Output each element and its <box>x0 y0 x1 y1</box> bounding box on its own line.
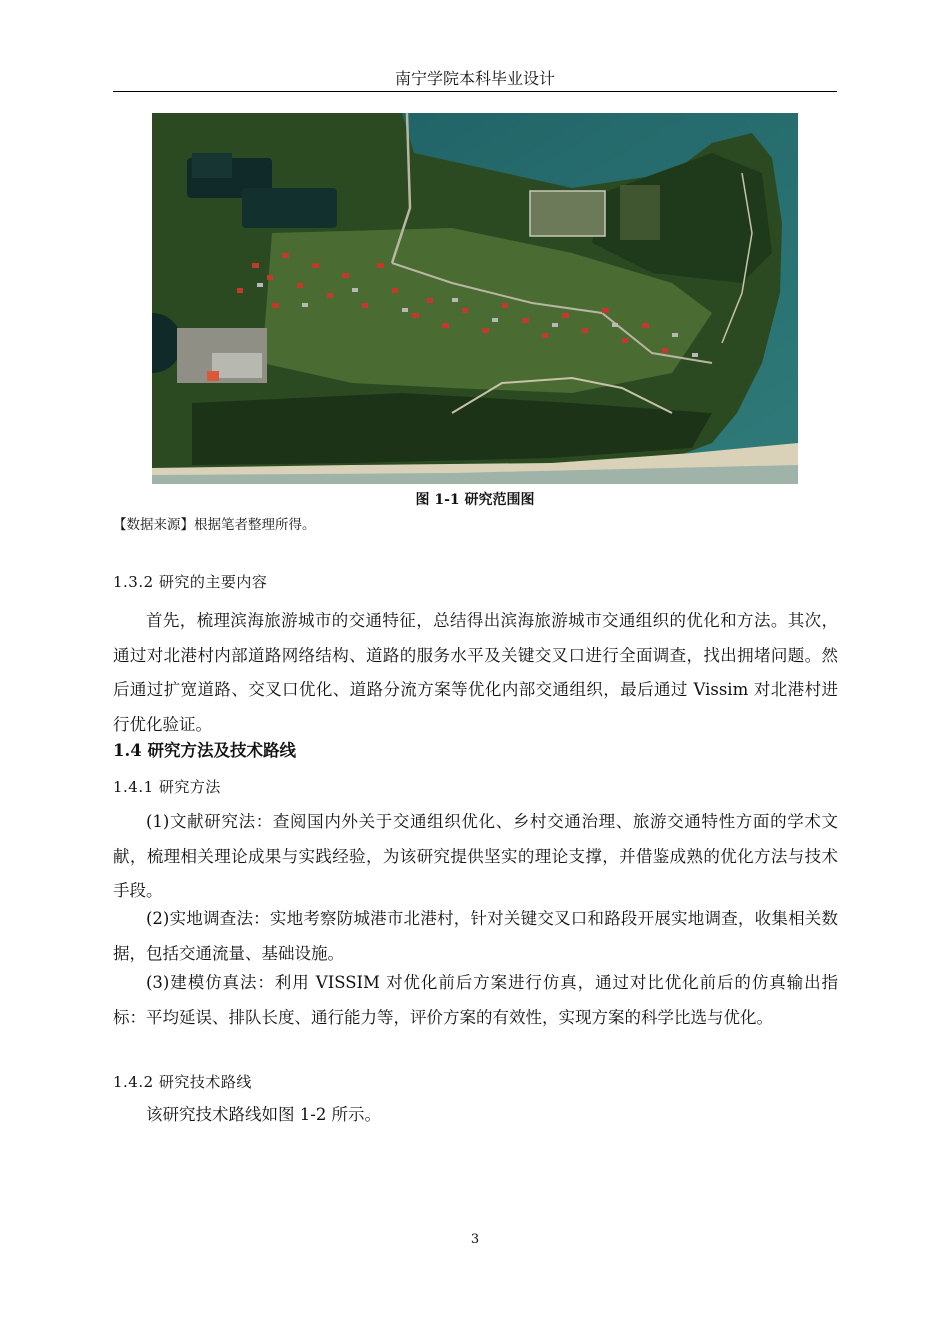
method-literature-paragraph: (1)文献研究法：查阅国内外关于交通组织优化、乡村交通治理、旅游交通特性方面的学术文献，梳理相关理论成果与实践经验，为该研究提供坚实的理论支撑，并借鉴成熟的优化方法与技术手段。 <box>113 812 838 900</box>
section-1-3-2-paragraph: 首先，梳理滨海旅游城市的交通特征，总结得出滨海旅游城市交通组织的优化和方法。其次，通过对北港村内部道路网络结构、道路的服务水平及关键交叉口进行全面调查，找出拥堵问题。然后通过扩宽道路、交叉口优化、道路分流方案等优化内部交通组织，最后通过 Vissim 对北港村进行优化验证。 <box>113 611 838 734</box>
section-1-4-2-paragraph: 该研究技术路线如图 1-2 所示。 <box>146 1105 382 1124</box>
method-field-survey-paragraph: (2)实地调查法：实地考察防城港市北港村，针对关键交叉口和路段开展实地调查，收集相关数据，包括交通流量、基础设施。 <box>113 909 838 963</box>
header-rule <box>113 91 837 92</box>
figure-caption: 图 1-1 研究范围图 <box>415 492 535 508</box>
satellite-map-image <box>152 113 798 484</box>
section-1-4-heading: 1.4 研究方法及技术路线 <box>113 741 296 760</box>
section-1-4-2-heading: 1.4.2 研究技术路线 <box>113 1073 252 1091</box>
method-simulation-paragraph: (3)建模仿真法：利用 VISSIM 对优化前后方案进行仿真，通过对比优化前后的仿真输出指标：平均延误、排队长度、通行能力等，评价方案的有效性，实现方案的科学比选与优化。 <box>113 973 838 1027</box>
figure-source-note: 【数据来源】根据笔者整理所得。 <box>113 517 316 533</box>
section-1-3-2-heading: 1.3.2 研究的主要内容 <box>113 573 268 591</box>
section-1-4-1-heading: 1.4.1 研究方法 <box>113 778 221 796</box>
page-header: 南宁学院本科毕业设计 <box>394 69 555 88</box>
page-number: 3 <box>470 1232 480 1247</box>
